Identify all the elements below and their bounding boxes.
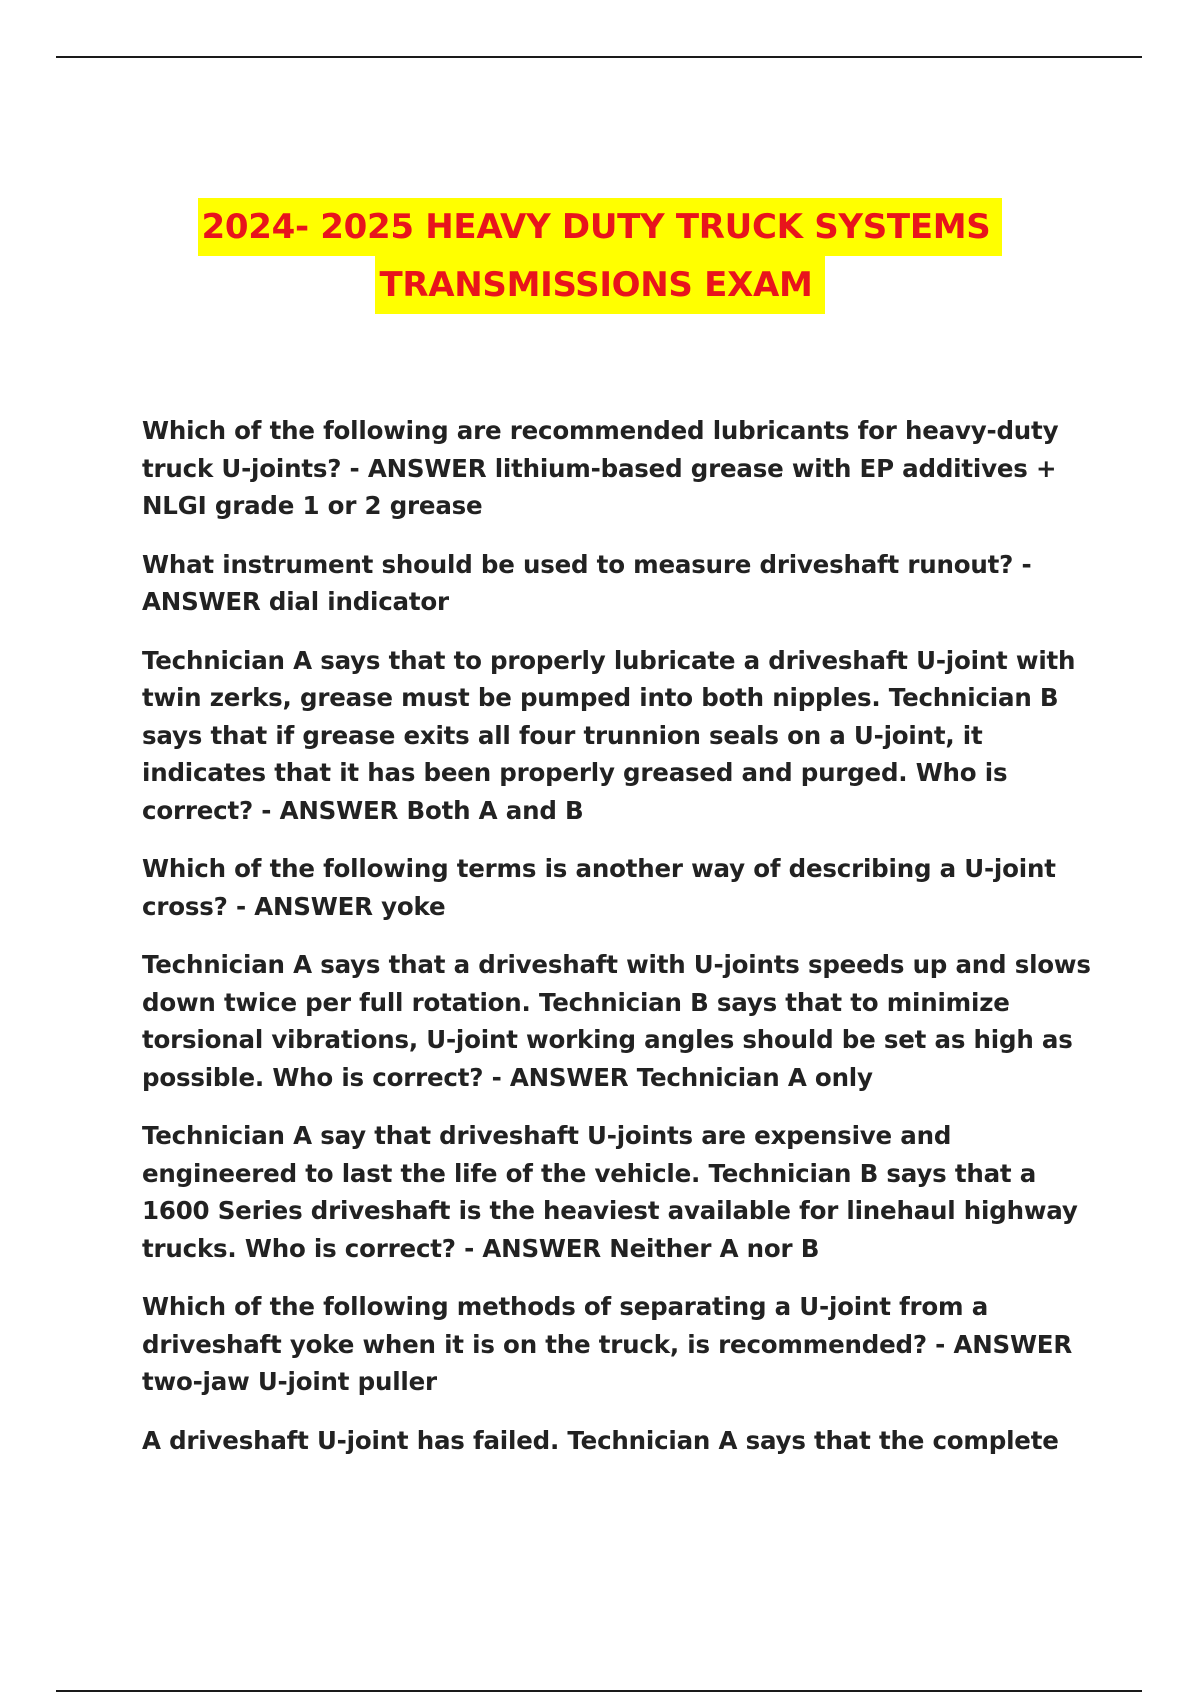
qa-entry: Technician A say that driveshaft U-joints are expensive and engineered to last the life of the vehicle. Technician B says that a 1600 Series driveshaft is the heaviest available for linehaul highway trucks. Who is correct? - ANSWER Neither A nor B xyxy=(142,1121,1078,1263)
qa-entry: Which of the following methods of separating a U-joint from a driveshaft yoke when it is on the truck, is recommended? - ANSWER two-jaw U-joint puller xyxy=(142,1292,1072,1396)
top-rule xyxy=(56,56,1142,58)
qa-entry: Technician A says that a driveshaft with U-joints speeds up and slows down twice per full rotation. Technician B says that to minimize torsional vibrations, U-joint working angles should be set as high as possible. Who is correct? - ANSWER Technician A only xyxy=(142,950,1091,1092)
title-line-2: TRANSMISSIONS EXAM xyxy=(375,256,824,314)
bottom-rule xyxy=(56,1690,1142,1692)
title-line-1: 2024- 2025 HEAVY DUTY TRUCK SYSTEMS xyxy=(198,198,1003,256)
qa-entry: A driveshaft U-joint has failed. Technician A says that the complete xyxy=(142,1425,1059,1455)
qa-entry: What instrument should be used to measure driveshaft runout? - ANSWER dial indicator xyxy=(142,549,1032,616)
qa-entry: Technician A says that to properly lubricate a driveshaft U-joint with twin zerks, grease must be pumped into both nipples. Technician B says that if grease exits all four trunnion seals on a U-joint, it indicates that it has been properly greased and purged. Who is correct? - ANSWER Both A and B xyxy=(142,645,1076,825)
qa-entry: Which of the following terms is another way of describing a U-joint cross? - ANSWER yoke xyxy=(142,854,1056,921)
document-title xyxy=(0,198,1200,314)
qa-list xyxy=(142,412,1100,1480)
qa-entry: Which of the following are recommended lubricants for heavy-duty truck U-joints? - ANSWER lithium-based grease with EP additives + NLGI grade 1 or 2 grease xyxy=(142,416,1059,520)
